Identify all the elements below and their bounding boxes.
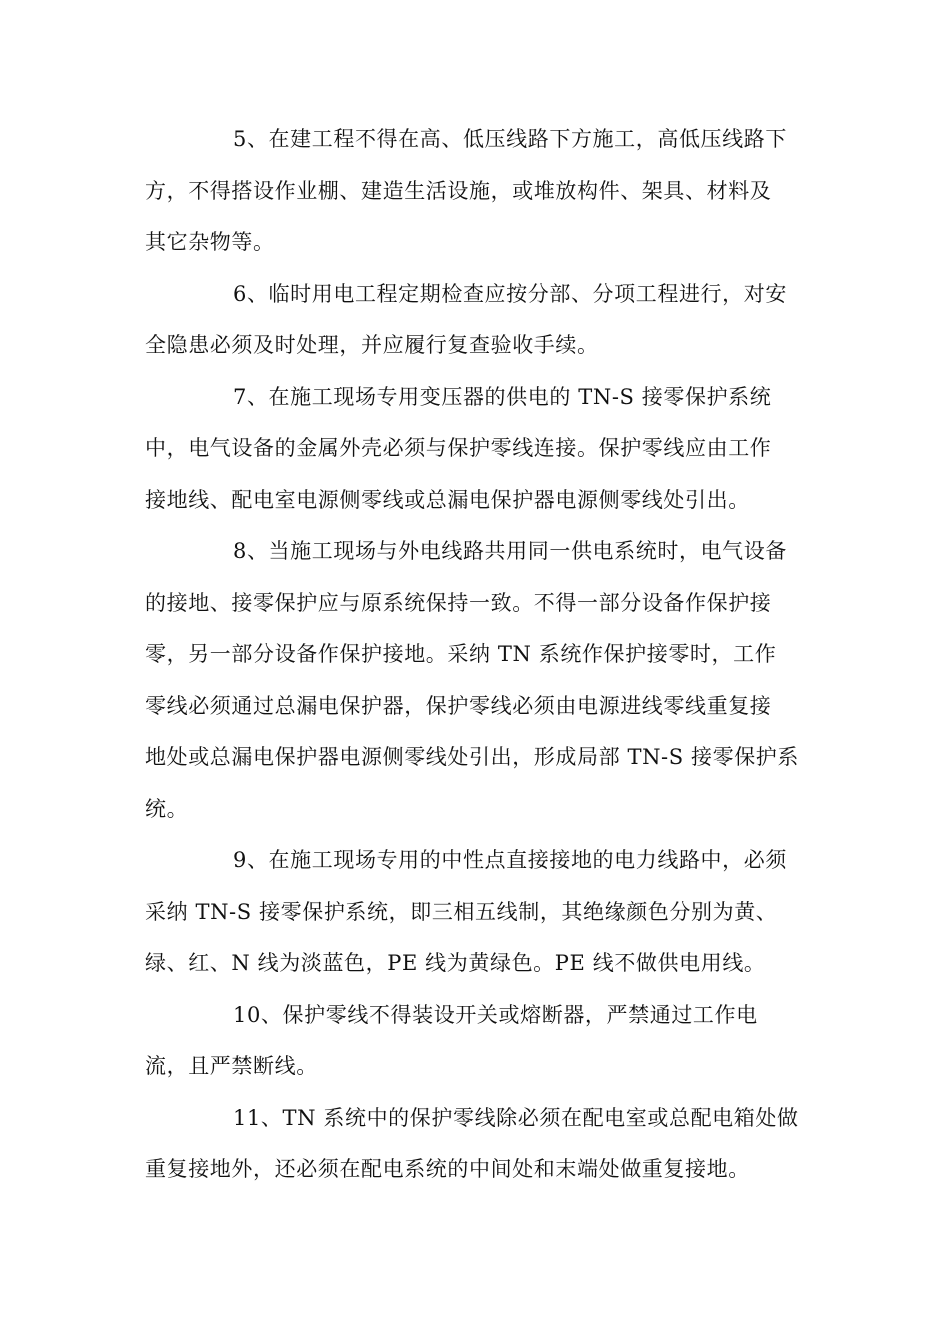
paragraph-9-line-3: 绿、红、N 线为淡蓝色，PE 线为黄绿色。PE 线不做供电用线。 — [145, 951, 766, 975]
paragraph-8-line-5: 地处或总漏电保护器电源侧零线处引出，形成局部 TN-S 接零保护系 — [145, 745, 800, 769]
paragraph-8-line-6: 统。 — [145, 797, 189, 821]
paragraph-7-line-1: 7、在施工现场专用变压器的供电的 TN-S 接零保护系统 — [233, 385, 772, 409]
paragraph-10-line-1: 10、保护零线不得装设开关或熔断器，严禁通过工作电 — [233, 1003, 758, 1027]
paragraph-8-line-1: 8、当施工现场与外电线路共用同一供电系统时，电气设备 — [233, 539, 787, 563]
paragraph-8-line-3: 零，另一部分设备作保护接地。采纳 TN 系统作保护接零时，工作 — [145, 642, 777, 666]
paragraph-8-line-4: 零线必须通过总漏电保护器，保护零线必须由电源进线零线重复接 — [145, 694, 772, 718]
paragraph-5-line-1: 5、在建工程不得在高、低压线路下方施工，高低压线路下 — [233, 127, 787, 151]
paragraph-5-line-2: 方，不得搭设作业棚、建造生活设施，或堆放构件、架具、材料及 — [145, 179, 772, 203]
paragraph-10-line-2: 流，且严禁断线。 — [145, 1054, 318, 1078]
paragraph-7-line-2: 中，电气设备的金属外壳必须与保护零线连接。保护零线应由工作 — [145, 436, 772, 460]
paragraph-6-line-2: 全隐患必须及时处理，并应履行复查验收手续。 — [145, 333, 599, 357]
paragraph-11-line-1: 11、TN 系统中的保护零线除必须在配电室或总配电箱处做 — [233, 1106, 799, 1130]
paragraph-11-line-2: 重复接地外，还必须在配电系统的中间处和末端处做重复接地。 — [145, 1157, 750, 1181]
paragraph-9-line-1: 9、在施工现场专用的中性点直接接地的电力线路中，必须 — [233, 848, 787, 872]
paragraph-6-line-1: 6、临时用电工程定期检查应按分部、分项工程进行，对安 — [233, 282, 787, 306]
paragraph-7-line-3: 接地线、配电室电源侧零线或总漏电保护器电源侧零线处引出。 — [145, 488, 750, 512]
paragraph-8-line-2: 的接地、接零保护应与原系统保持一致。不得一部分设备作保护接 — [145, 591, 772, 615]
paragraph-9-line-2: 采纳 TN-S 接零保护系统，即三相五线制，其绝缘颜色分别为黄、 — [145, 900, 778, 924]
paragraph-5-line-3: 其它杂物等。 — [145, 230, 275, 254]
